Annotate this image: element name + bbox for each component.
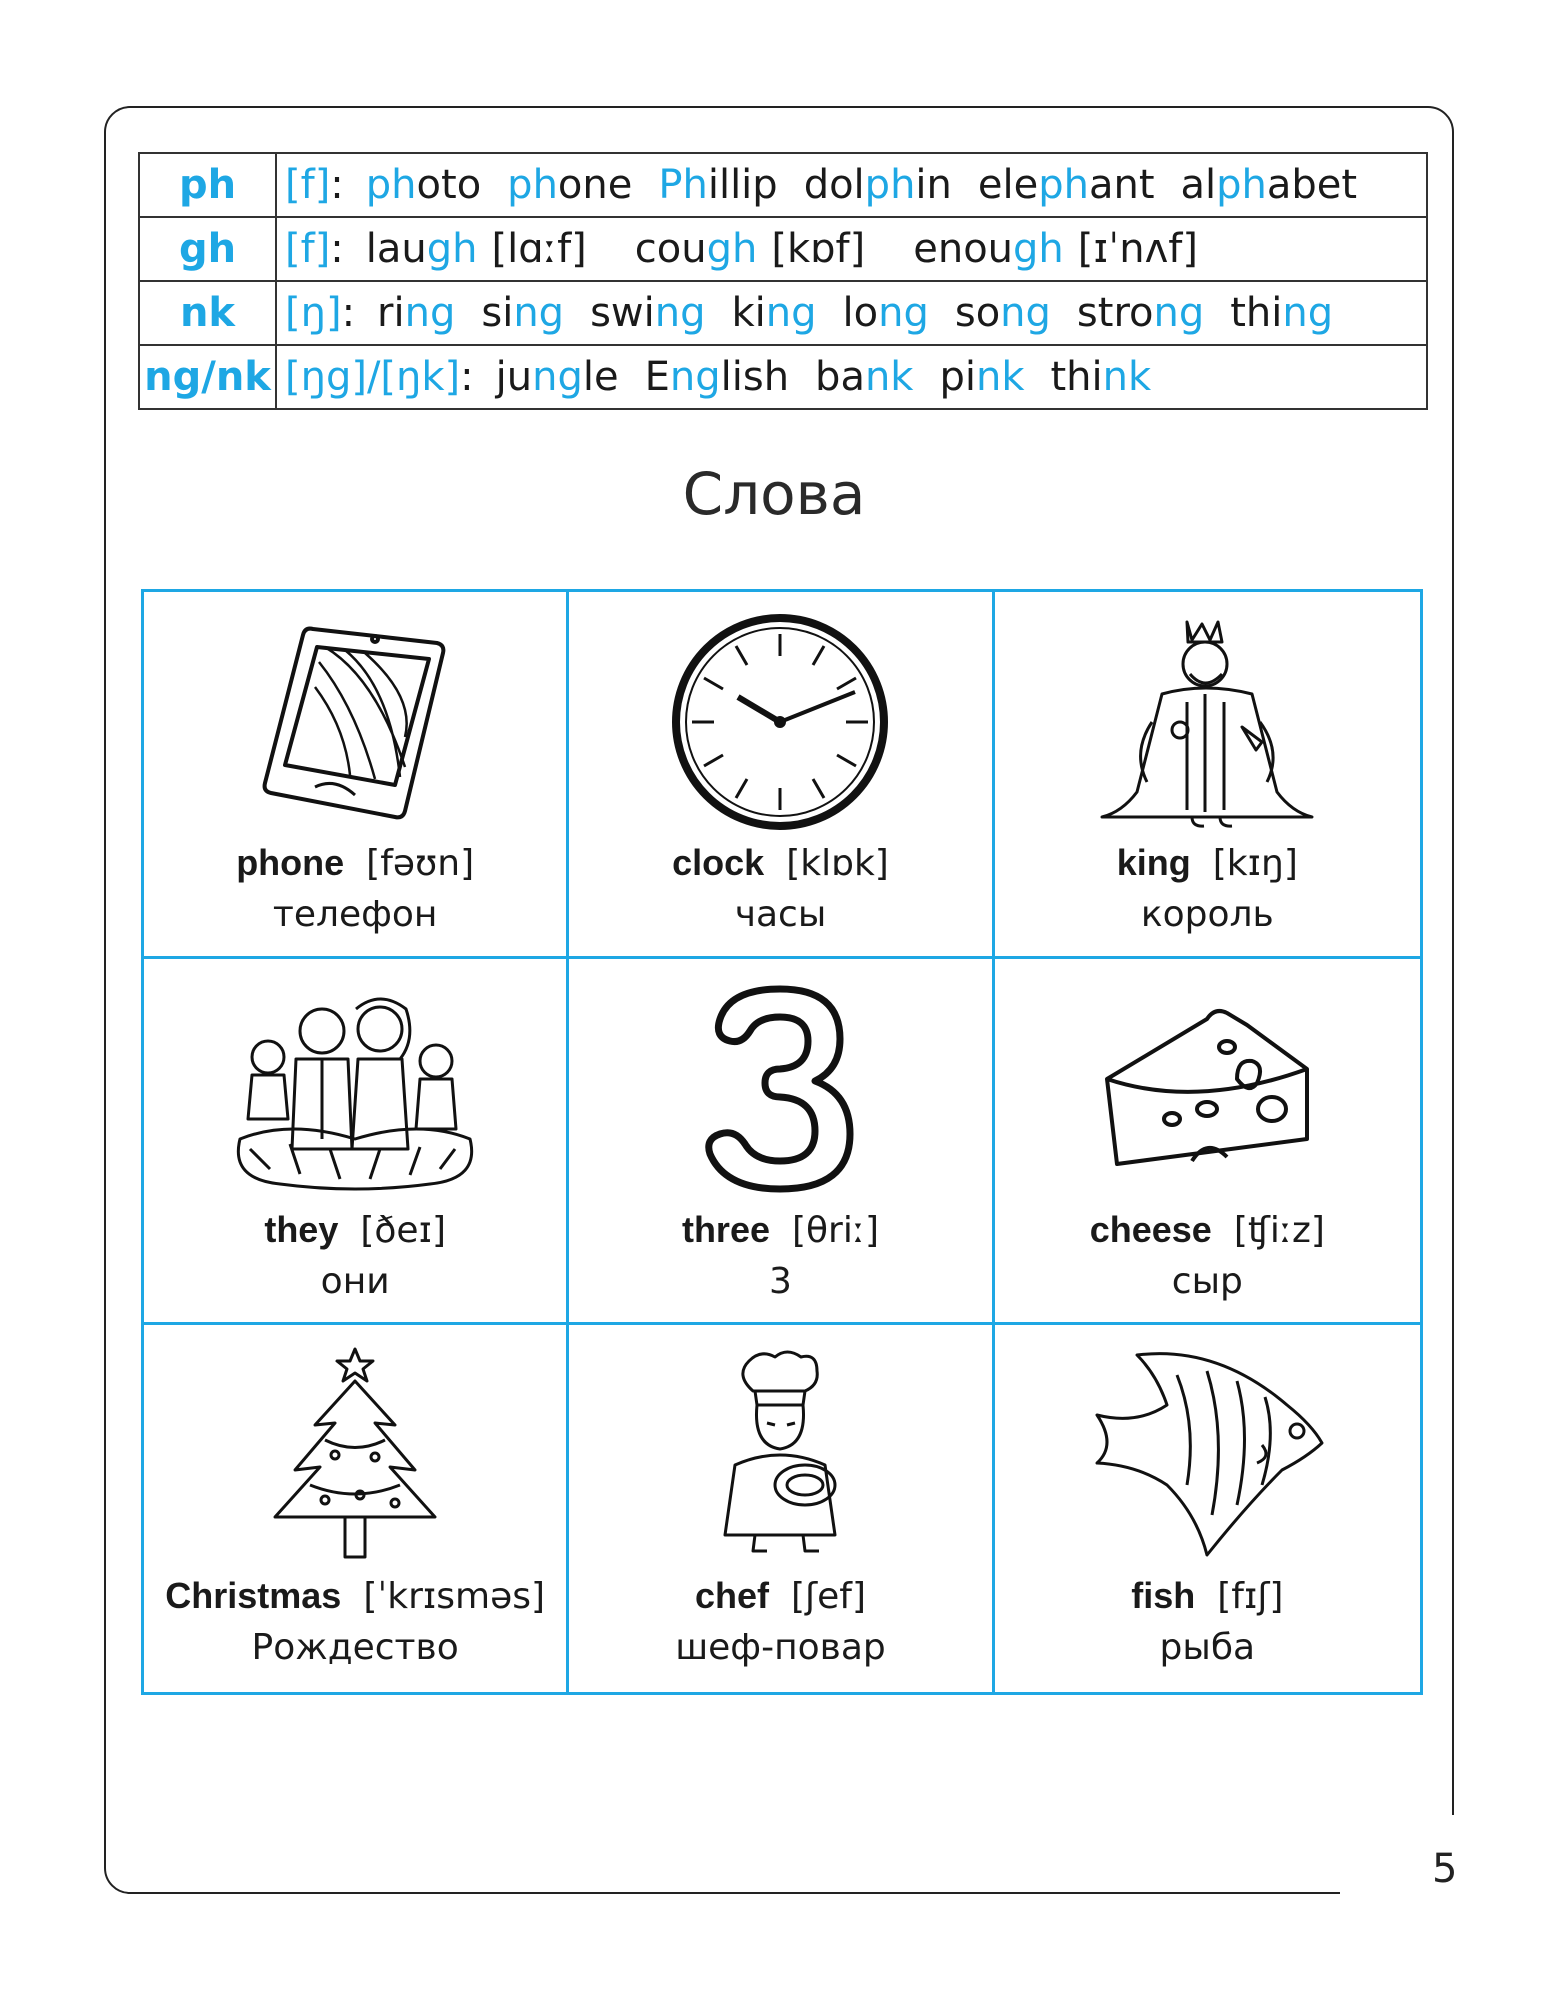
card-transcription: [fəʊn] <box>366 843 475 884</box>
word-part: in <box>915 162 952 208</box>
word-part: enou <box>913 226 1014 272</box>
example-word <box>481 290 564 336</box>
rule-separator: : <box>330 226 344 272</box>
word-part: lau <box>365 226 427 272</box>
highlighted-letters: ng <box>1282 290 1334 336</box>
word-card-king <box>995 592 1420 959</box>
highlighted-letters: ng <box>878 290 929 336</box>
word-card-three <box>569 959 994 1326</box>
highlighted-letters: ph <box>507 162 558 208</box>
king-icon <box>1092 612 1322 832</box>
example-word <box>939 354 1024 400</box>
rule-separator: : <box>341 290 356 336</box>
card-word: they <box>264 1208 339 1250</box>
card-transcription: [ðeɪ] <box>360 1209 446 1251</box>
card-translation: телефон <box>272 894 438 935</box>
example-word <box>366 162 481 208</box>
word-part: pi <box>939 354 976 400</box>
page-number: 5 <box>1432 1846 1458 1892</box>
word-cards-grid <box>141 589 1423 1695</box>
word-part: lo <box>842 290 879 336</box>
word-part: dol <box>803 162 865 208</box>
word-part: stro <box>1076 290 1154 336</box>
word-part: so <box>954 290 1001 336</box>
card-word: phone <box>236 842 345 883</box>
example-word <box>635 226 758 272</box>
clock-icon <box>670 612 890 832</box>
word-part: le <box>582 354 619 400</box>
word-part: ant <box>1088 162 1155 208</box>
word-card-clock <box>569 592 994 959</box>
word-part: one <box>557 162 633 208</box>
word-part: cou <box>634 226 707 272</box>
card-translation: часы <box>734 894 827 935</box>
highlighted-letters: ng <box>513 290 565 336</box>
number-three-icon <box>690 979 870 1199</box>
word-part: abet <box>1266 162 1358 208</box>
example-word <box>496 354 619 400</box>
highlighted-letters: gh <box>1013 226 1064 272</box>
example-word <box>804 162 952 208</box>
card-transcription: [fɪʃ] <box>1217 1576 1284 1618</box>
rule-separator: : <box>460 354 474 400</box>
card-translation: шеф-повар <box>675 1627 886 1669</box>
word-part: ri <box>377 290 405 336</box>
cheese-icon <box>1097 999 1317 1179</box>
card-word: fish <box>1131 1575 1196 1617</box>
highlighted-letters: ng <box>1153 290 1205 336</box>
word-part: lish <box>720 354 790 400</box>
highlighted-letters: ph <box>1038 162 1089 208</box>
christmas-tree-icon <box>265 1345 445 1565</box>
word-part: swi <box>590 290 655 336</box>
rule-letters: nk <box>139 281 276 345</box>
rule-row <box>139 217 1427 281</box>
example-word <box>645 354 789 400</box>
card-word: clock <box>672 842 765 883</box>
highlighted-letters: ph <box>864 162 916 208</box>
example-word <box>1077 290 1204 336</box>
rule-sound: [ŋg]/[ŋk] <box>285 354 461 400</box>
card-word: three <box>681 1208 770 1250</box>
highlighted-letters: nk <box>975 354 1025 400</box>
highlighted-letters: ng <box>532 354 583 400</box>
word-part: illip <box>707 162 778 208</box>
example-word <box>815 354 913 400</box>
card-translation: король <box>1140 894 1274 935</box>
card-word: cheese <box>1089 1208 1212 1250</box>
highlighted-letters: ph <box>365 162 417 208</box>
card-word: Christmas <box>165 1575 342 1617</box>
rule-examples <box>276 281 1427 345</box>
fish-icon <box>1087 1345 1327 1565</box>
card-word: king <box>1116 842 1191 883</box>
word-part: oto <box>416 162 482 208</box>
word-part: ele <box>977 162 1039 208</box>
highlighted-letters: Ph <box>658 162 708 208</box>
example-word <box>955 290 1051 336</box>
example-word <box>731 290 816 336</box>
card-translation: рыба <box>1159 1627 1256 1669</box>
highlighted-letters: gh <box>426 226 478 272</box>
rule-sound: [f] <box>285 226 331 272</box>
rule-examples <box>276 153 1427 217</box>
example-word <box>843 290 929 336</box>
card-word: chef <box>694 1575 769 1617</box>
word-transcription: [ɪˈnʌf] <box>1077 226 1198 272</box>
word-transcription: [kɒf] <box>771 226 866 272</box>
word-part: ba <box>815 354 865 400</box>
phonics-rules-table <box>138 152 1428 410</box>
rule-letters: gh <box>139 217 276 281</box>
example-word <box>1051 354 1152 400</box>
chef-icon <box>695 1345 865 1565</box>
word-card-christmas <box>144 1325 569 1692</box>
example-word <box>366 226 478 272</box>
highlighted-letters: nk <box>864 354 914 400</box>
card-translation: Рождество <box>251 1627 459 1669</box>
rule-separator: : <box>330 162 344 208</box>
word-part: thi <box>1230 290 1283 336</box>
card-transcription: [ʃef] <box>791 1576 867 1618</box>
card-translation: сыр <box>1171 1260 1243 1302</box>
rule-row <box>139 153 1427 217</box>
word-part: thi <box>1050 354 1103 400</box>
word-card-fish <box>995 1325 1420 1692</box>
word-part: ki <box>731 290 766 336</box>
card-transcription: [kɪŋ] <box>1212 843 1298 884</box>
example-word <box>507 162 632 208</box>
rule-examples <box>276 345 1427 409</box>
card-transcription: [θriː] <box>791 1209 880 1251</box>
phone-icon <box>255 617 455 827</box>
highlighted-letters: ph <box>1216 162 1267 208</box>
word-part: al <box>1180 162 1217 208</box>
section-heading: Слова <box>682 460 866 528</box>
example-word <box>1181 162 1358 208</box>
card-transcription: [klɒk] <box>786 843 889 884</box>
card-transcription: [ʧiːz] <box>1233 1209 1325 1251</box>
highlighted-letters: ng <box>669 354 721 400</box>
rule-sound: [ŋ] <box>285 290 342 336</box>
example-word <box>1230 290 1333 336</box>
family-icon <box>230 979 480 1199</box>
highlighted-letters: gh <box>706 226 758 272</box>
highlighted-letters: ng <box>765 290 817 336</box>
example-word <box>590 290 705 336</box>
rule-sound: [f] <box>285 162 331 208</box>
word-part: si <box>481 290 514 336</box>
rule-examples <box>276 217 1427 281</box>
word-card-cheese <box>995 959 1420 1326</box>
card-translation: 3 <box>769 1260 792 1302</box>
word-card-they <box>144 959 569 1326</box>
rule-letters: ph <box>139 153 276 217</box>
rule-letters: ng/nk <box>139 345 276 409</box>
word-card-chef <box>569 1325 994 1692</box>
example-word <box>978 162 1155 208</box>
rule-row <box>139 345 1427 409</box>
card-transcription: [ˈkrɪsməs] <box>363 1576 546 1618</box>
word-part: E <box>644 354 670 400</box>
highlighted-letters: nk <box>1102 354 1152 400</box>
highlighted-letters: ng <box>1000 290 1051 336</box>
example-word <box>658 162 777 208</box>
card-translation: они <box>320 1260 390 1302</box>
word-part: ju <box>495 354 533 400</box>
word-transcription: [lɑːf] <box>491 226 587 272</box>
example-word <box>913 226 1064 272</box>
rule-row <box>139 281 1427 345</box>
highlighted-letters: ng <box>654 290 706 336</box>
example-word <box>377 290 455 336</box>
highlighted-letters: ng <box>404 290 456 336</box>
word-card-phone <box>144 592 569 959</box>
